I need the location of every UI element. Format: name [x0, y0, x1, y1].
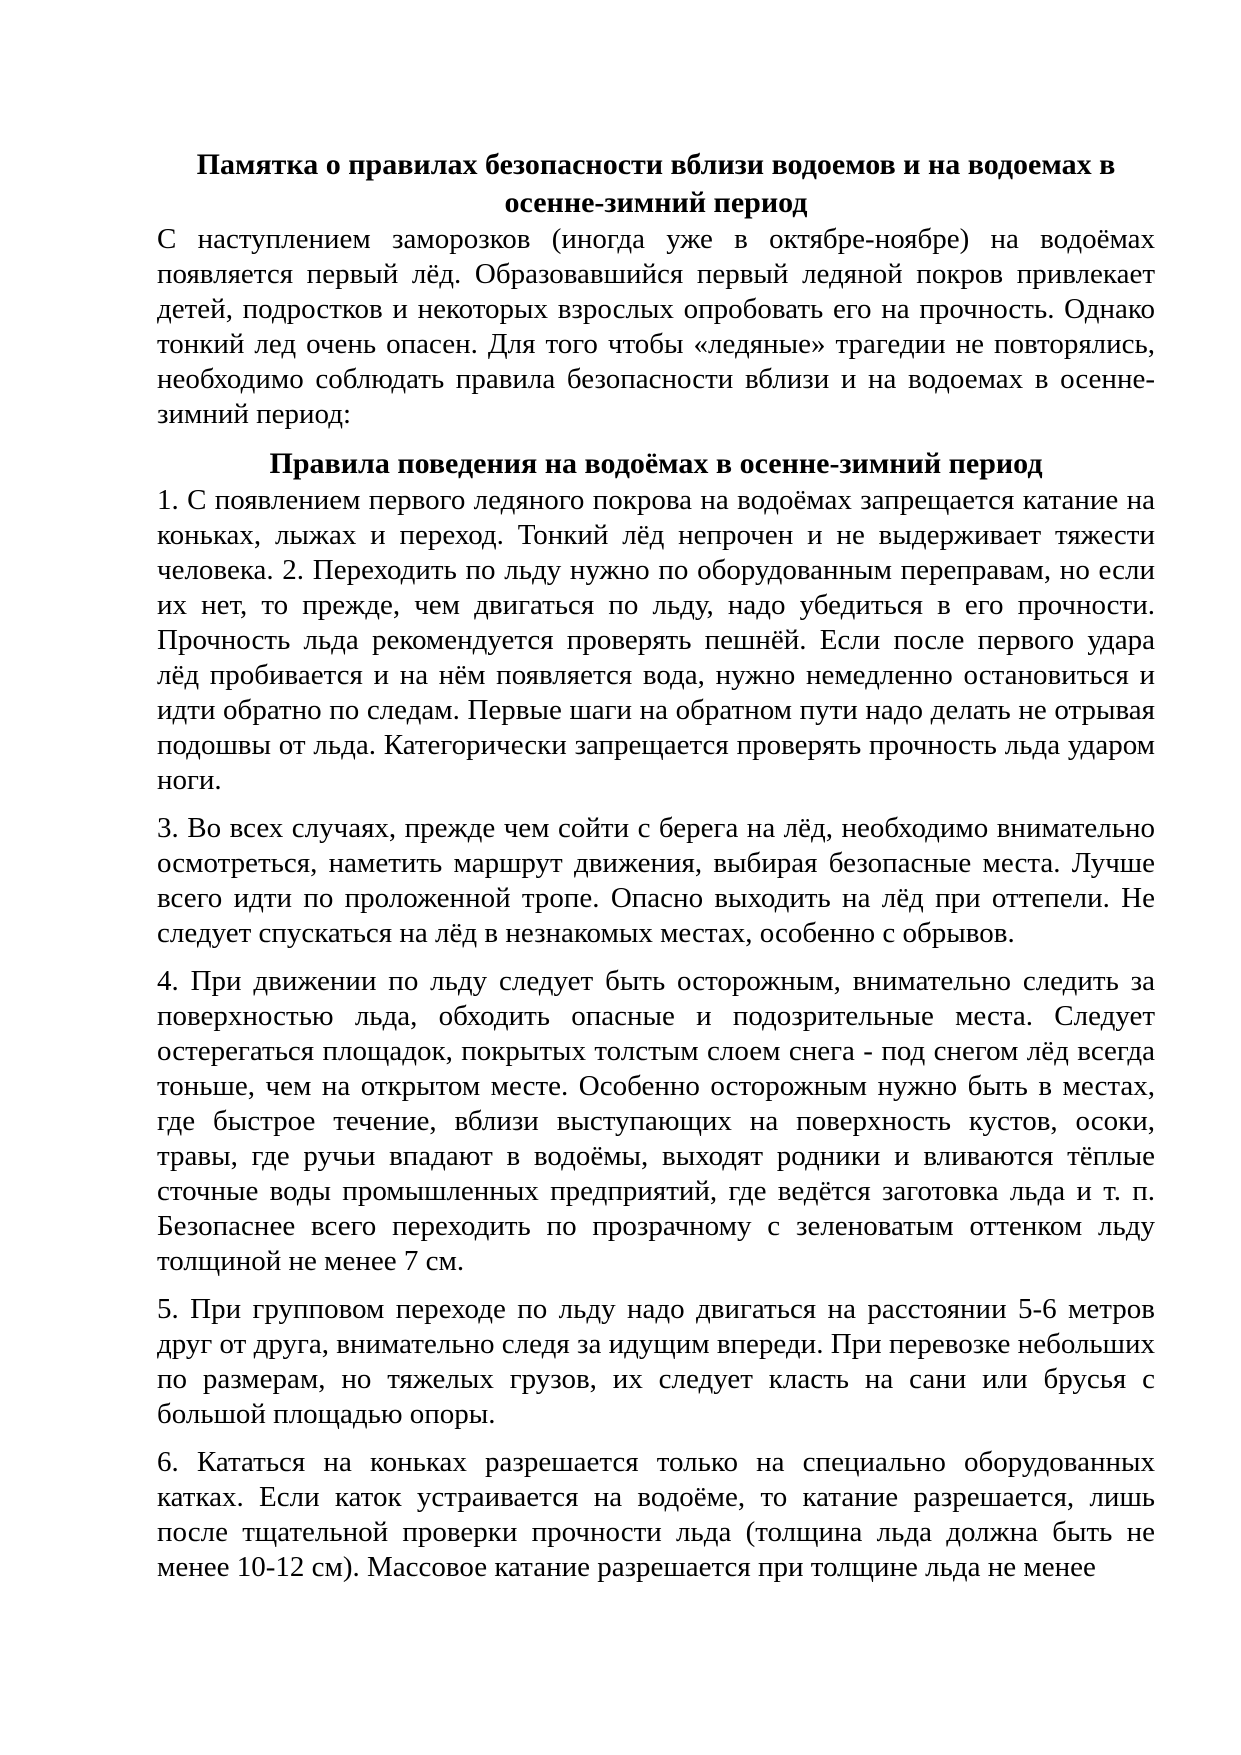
rules-paragraph-6: 6. Кататься на коньках разрешается только на специально оборудованных катках. Если каток устраивается на водоёме, то катание разрешается, лишь после тщательной проверки прочности льда (толщина льда должна быть не менее 10-12 см). Массовое катание разрешается при толщине льда не менее [157, 1446, 1155, 1583]
document-title: Памятка о правилах безопасности вблизи водоемов и на водоемах в осенне-зимний период [196, 148, 1116, 219]
rules-paragraph-4: 4. При движении по льду следует быть осторожным, внимательно следить за поверхностью льда, обходить опасные и подозрительные места. Следует остерегаться площадок, покрытых толстым слоем снега - под снегом лёд всегда тоньше, чем на открытом месте. Особенно осторожным нужно быть в местах, где быстрое течение, вблизи выступающих на поверхность кустов, осоки, травы, где ручьи впадают в водоёмы, выходят родники и вливаются тёплые сточные воды промышленных предприятий, где ведётся заготовка льда и т. п. Безопаснее всего переходить по прозрачному с зеленоватым оттенком льду толщиной не менее 7 см. [157, 965, 1155, 1277]
rules-paragraph-1-2: 1. С появлением первого ледяного покрова на водоёмах запрещается катание на коньках, лыжах и переход. Тонкий лёд непрочен и не выдерживает тяжести человека. 2. Переходить по льду нужно по оборудованным переправам, но если их нет, то прежде, чем двигаться по льду, надо убедиться в его прочности. Прочность льда рекомендуется проверять пешнёй. Если после первого удара лёд пробивается и на нём появляется вода, нужно немедленно остановиться и идти обратно по следам. Первые шаги на обратном пути надо делать не отрывая подошвы от льда. Категорически запрещается проверять прочность льда ударом ноги. [157, 484, 1155, 796]
rules-paragraph-5: 5. При групповом переходе по льду надо двигаться на расстоянии 5-6 метров друг от друга, внимательно следя за идущим впереди. При перевозке небольших по размерам, но тяжелых грузов, их следует класть на сани или брусья с большой площадью опоры. [157, 1293, 1155, 1430]
intro-paragraph: С наступлением заморозков (иногда уже в октябре-ноябре) на водоёмах появляется первый лёд. Образовавшийся первый ледяной покров привлекает детей, подростков и некоторых взрослых опробовать его на прочность. Однако тонкий лед очень опасен. Для того чтобы «ледяные» трагедии не повторялись, необходимо соблюдать правила безопасности вблизи и на водоемах в осенне-зимний период: [157, 223, 1155, 430]
rules-paragraph-3: 3. Во всех случаях, прежде чем сойти с берега на лёд, необходимо внимательно осмотреться, наметить маршрут движения, выбирая безопасные места. Лучше всего идти по проложенной тропе. Опасно выходить на лёд при оттепели. Не следует спускаться на лёд в незнакомых местах, особенно с обрывов. [157, 812, 1155, 949]
rules-heading: Правила поведения на водоёмах в осенне-зимний период [269, 447, 1043, 480]
